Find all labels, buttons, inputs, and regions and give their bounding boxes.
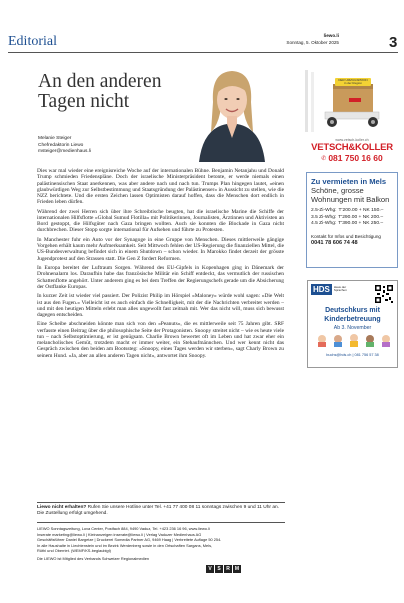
vetsch-phone[interactable]: 081 750 16 60 [328,153,383,163]
ad-vetsch-koller[interactable] [305,70,399,164]
article-paragraph: In Manchester fuhr ein Auto vor der Synagoge in eine Gruppe von Menschen. Dieses mittlerweile gängige Vorgehen erhält kaum mehr Aufmerksamkeit. Seit Mittwoch fehlen der US-Regierung die finanziellen Mittel, die US-Bundesverwaltung befindet sich in einem Shutdown – schon wieder. In Marokko findet derzeit der grösste Jugendprotest auf den Strassen statt. Die Gen Z fordert Reformen. [37,236,284,262]
article-body [37,168,284,362]
hds-logo [311,284,350,304]
article-paragraph: In Europa bereitet der Luftraum Sorgen. Während des EU-Gipfels in Kopenhagen ging in Dänemark der Drohnenalarm los. Daraufhin habe das französische Militär ein Schiff entdeckt, das vermutlich der russischen Schattenflotte angehört. Unter anderem ging es bei dem Treffen der Regierungschefs gerade um die Absicherung der Ostflanke Europas. [37,265,284,290]
footer-divider [37,522,285,523]
article-paragraph: Während der zwei Herren sich über ihre Schreibtische beugten, hat die israelische Marine die Schiffe der internationalen Hilfsflotte «Global Sumud Flotilla» mit Politikerinnen, Journalisten, Ärztinnen und Aktivisten an Bord gestoppt, die Hilfsgüter nach Gaza bringen wollten. Auch sie konnten die Blockade in Gaza nicht durchbrechen. Dieser Stopp sorgte international für Aufsehen und führte zu Protesten. [37,208,284,234]
vetsch-phone-row [305,153,399,163]
imprint-line: In alle Haushalte in Liechtenstein und im Bezirk Werdenberg sowie in den Ortschaften Sargans, Mels, [37,542,213,548]
mels-title: Zu vermieten in Mels [311,177,387,186]
vetsch-website: www.vetsch-koller.ch [335,138,369,142]
author-email[interactable]: msteiger@medienhaus.li [38,149,91,155]
article-paragraph: In kurzer Zeit ist wieder viel passiert. Der Polizist Philip im Hörspiel «Maloney» würde wohl sagen: «Die Welt ist aus den Fugen.» Vielleicht ist es auch einfach die Schnelligkeit, mit der die Nachrichten verbreitet werden – und mit den heutigen Mitteln erlebt man alles ungewollt fast zeitnah mit. Wer das nicht will, muss sich bewusst dagegen entscheiden. [37,293,284,318]
vsm-membership: Die LIEWO ist Mitglied des Verbands Schweizer Regionalmedien [37,555,150,561]
mels-unit-rooms: 2.5-Zi-Whg: [311,208,337,213]
author-role: Chefredaktorin Liewo [38,142,84,148]
hds-title: Deutschkurs mit Kinderbetreuung [324,307,381,323]
vsm-letter: M [234,566,240,572]
mels-subtitle: Schöne, grosse Wohnungen mit Balkon [311,186,390,204]
imprint-line: Rüthi und Oberriet. (WEMF/KS-beglaubigt) [37,548,111,554]
delivery-notice-title: Liewo nicht erhalten? [37,505,87,510]
imprint-line: Inserate marketing@liewo.li | Kleinanzeigen inserate@liewo.li | Verlag Vaduzer Medienhaus AG [37,531,202,537]
delivery-notice-text: Rufen Sie unsere Hotline unter Tel. +41 77 400 08 11 sonntags zwischen 9 und 11 Uhr an. Die Zustellung erfolgt umgehend. [37,505,279,517]
hds-logo-mark: HDS [313,285,330,294]
issue-date: Sonntag, 5. Oktober 2025 [286,39,339,45]
hds-logo-sub: Haus der Sprachen [333,285,347,293]
mels-contact-label: Kontakt für Infos und Besichtigung [311,233,381,239]
author-info [38,136,91,156]
phone-icon: ✆ [321,155,327,162]
header-meta [285,33,339,46]
page-number: 3 [389,34,398,51]
mels-unit-list [311,208,393,228]
vetsch-banner: DER UMZUGSPROFI in der Region [338,78,368,86]
mels-unit-price: T'390.00 + NK 250.– [338,221,384,227]
delivery-notice [37,505,287,518]
article-headline: An den anderen Tagen nicht [38,71,162,112]
mels-unit-price: T'290.00 + NK 200.– [338,214,384,220]
vsm-letter: R [224,565,232,573]
ad-hds-language-school[interactable] [307,280,398,368]
article-paragraph: Eine Scheibe abschneiden könnte man sich von den «Peanuts», die es mittlerweile seit 75 Jahren gibt. SRF verfasste einen Beitrag über die philosophische Seite der Protagonisten. Snoopy streitet nicht – wie es heute viele tun – nach Selbstoptimierung, er ist genügsam. Charlie Brown bewertet oft im Leben und hat zwar eher ein melancholisches Gemüt, trotzdem macht er immer weiter, ein Stehaufmännchen. Und wer kennt nicht das Gespräch zwischen den beiden am Bootssteg: «Snoopy, eines Tages werden wir sterben», sagt Charly Brown zu seinem Hund. «Ja, aber an allen anderen Tagen nicht», antwortet ihm Snoopy. [37,321,284,359]
mels-phone[interactable]: 0041 78 606 74 48 [311,239,358,246]
footer-divider [37,502,285,503]
author-name: Melanie Steiger [38,136,72,141]
vsm-letter: S [215,565,223,573]
vsm-logo [206,565,241,573]
mels-unit-price: T'200.00 + NK 150.– [338,208,384,213]
imprint-line: LIEWO Sonntagszeitung, Lova Center, Postfach 884, 9490 Vaduz, Tel. +423 236 16 96, www.liewo.li [37,526,210,531]
hds-contact[interactable]: buchs@hds.ch | 081 756 57 38 [326,353,379,357]
imprint-line: Geschäftsführer Daniel Bargetze | Druckerei Somedia Partner AG, 9469 Haag | Verbreitete Auflage 50 254. [37,537,222,543]
article-paragraph: Dies war mal wieder eine ereignisreiche Woche auf der internationalen Bühne. Benjamin Netanjahu und Donald Trump schmieden Friedenspläne. Doch der israelische Ministerpräsident betonte, er werde niemals einen palästinensischen Staat anerkennen, was aber andere nach und nach tun. Trumps Plan hingegen lautet, «einen glaubwürdigen Weg zur Selbstbestimmung und Staatsgründung der Palästinenser» in Aussicht zu stellen, wie die NZZ berichtete. Und die ersten Zeichen lassen Optimisten darauf hoffen, dass die Menschen dort endlich in Frieden leben dürfen. [37,168,284,206]
header-divider [8,52,398,53]
section-label: Editorial [8,34,57,49]
hds-start: Ab 3. November [333,325,372,331]
ad-mels-apartments[interactable] [306,172,398,268]
qr-code-icon [374,284,394,304]
vsm-letter: V [206,565,214,573]
mels-unit-row [311,221,393,228]
children-illustration [308,331,399,347]
mels-unit-rooms: 4.5 Zi-Whg: [311,221,337,227]
imprint [37,526,287,562]
mels-unit-rooms: 3.5 Zi-Whg: [311,214,337,220]
author-photo [185,62,277,162]
site-name: liewo.li [323,33,339,38]
vetsch-brand: VETSCH&KOLLER [311,142,393,153]
mels-unit-row [311,208,393,215]
